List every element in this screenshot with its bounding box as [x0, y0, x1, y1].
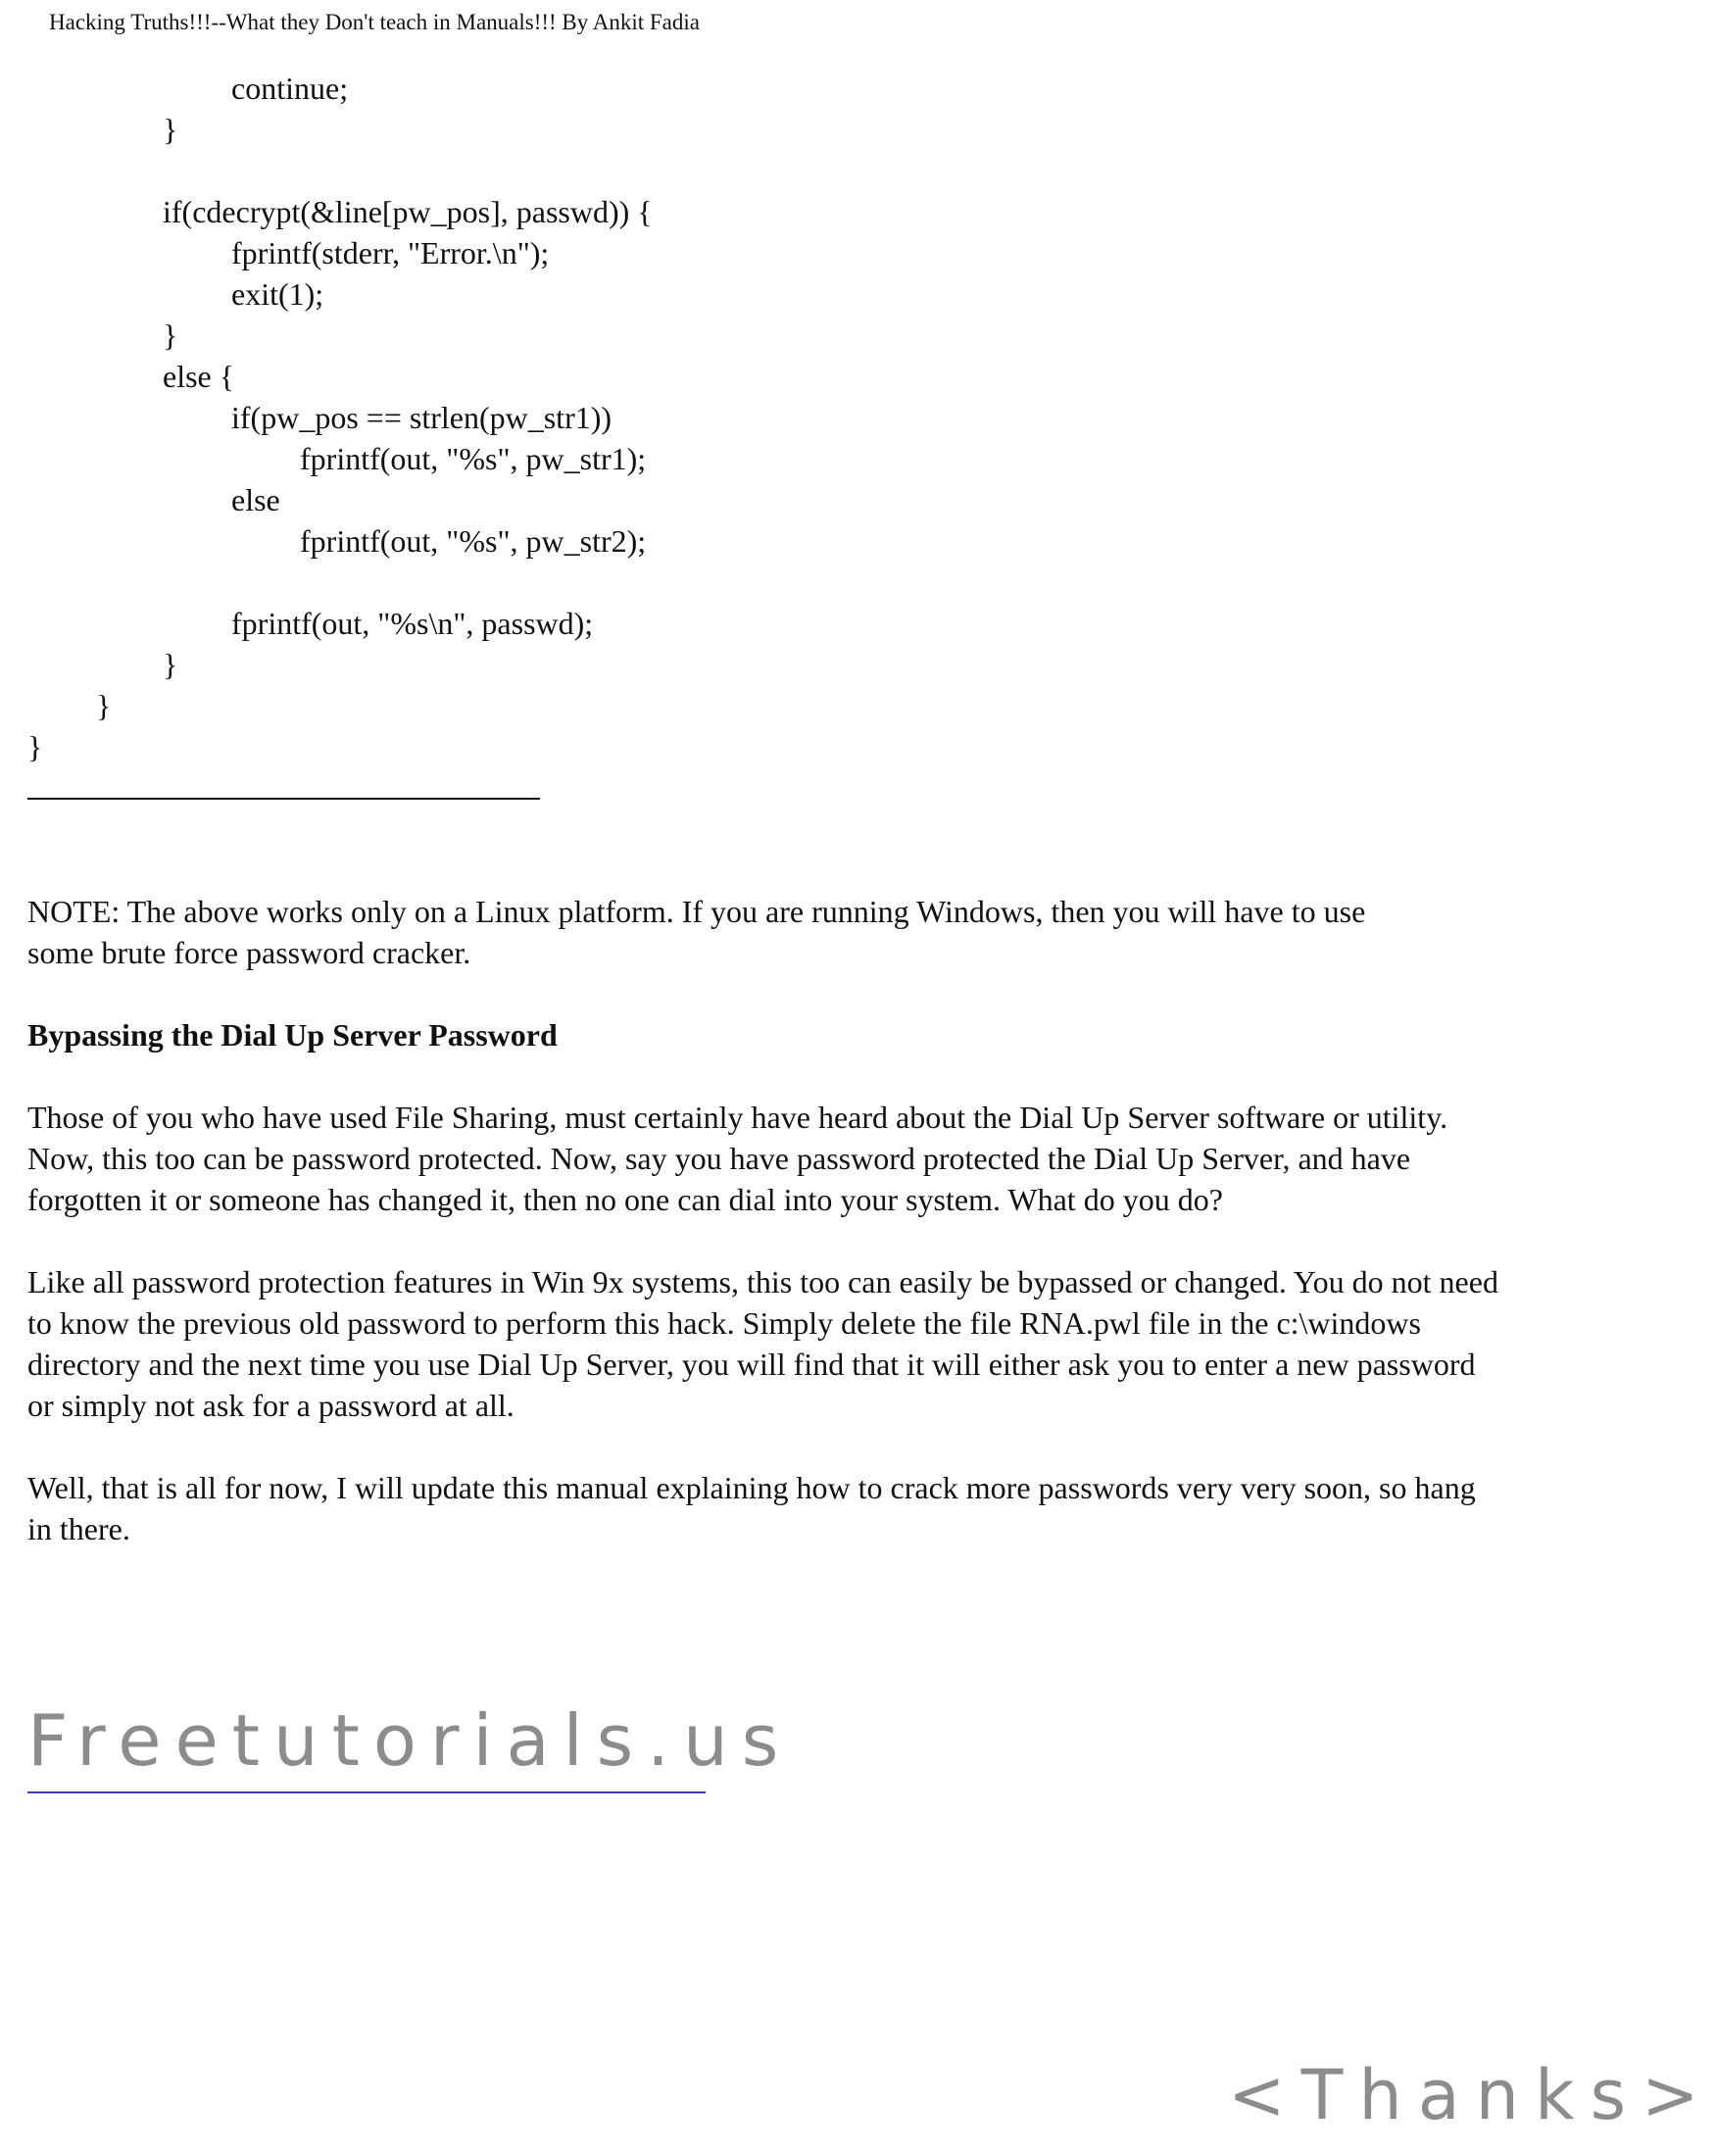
code-line: } — [163, 318, 178, 353]
page-header-title: Hacking Truths!!!--What they Don't teach in Manuals!!! By Ankit Fadia — [49, 10, 700, 34]
text-line: to know the previous old password to perform this hack. Simply delete the file RNA.pwl file in the c:\windows — [27, 1305, 1421, 1341]
code-line: if(pw_pos == strlen(pw_str1)) — [231, 400, 612, 435]
code-line: else — [231, 482, 280, 517]
text-line: in there. — [27, 1511, 130, 1546]
code-line: } — [96, 688, 112, 723]
text-line: some brute force password cracker. — [27, 935, 471, 970]
code-line: fprintf(out, "%s", pw_str1); — [300, 441, 647, 476]
text-line: forgotten it or someone has changed it, then no one can dial into your system. What do you do? — [27, 1182, 1223, 1217]
text-line: NOTE: The above works only on a Linux platform. If you are running Windows, then you will have to use — [27, 894, 1366, 929]
code-line: fprintf(out, "%s\n", passwd); — [231, 606, 594, 641]
code-line: else { — [163, 359, 235, 394]
text-line: Like all password protection features in Win 9x systems, this too can easily be bypassed or changed. You do not need — [27, 1264, 1498, 1299]
text-line: Those of you who have used File Sharing, must certainly have heard about the Dial Up Server software or utility. — [27, 1100, 1448, 1135]
text-line: directory and the next time you use Dial Up Server, you will find that it will either ask you to enter a new password — [27, 1347, 1476, 1382]
code-line: continue; — [231, 71, 349, 106]
code-line: exit(1); — [231, 276, 324, 312]
section-heading: Bypassing the Dial Up Server Password — [27, 1017, 558, 1053]
code-line: } — [27, 729, 43, 764]
paragraph-bypass — [27, 1261, 1644, 1426]
thanks-watermark: <Thanks> — [1228, 2055, 1715, 2135]
paragraph-file-sharing — [27, 1097, 1644, 1220]
horizontal-rule — [27, 798, 540, 800]
code-line: fprintf(out, "%s", pw_str2); — [300, 523, 647, 559]
text-line: Well, that is all for now, I will update this manual explaining how to crack more passwords very very soon, so hang — [27, 1470, 1476, 1505]
code-line: fprintf(stderr, "Error.\n"); — [231, 235, 550, 270]
link-underline — [27, 1791, 706, 1793]
code-line: } — [163, 112, 178, 147]
code-line: if(cdecrypt(&line[pw_pos], passwd)) { — [163, 194, 653, 229]
paragraph-closing — [27, 1467, 1644, 1549]
text-line: or simply not ask for a password at all. — [27, 1388, 514, 1423]
note-paragraph — [27, 891, 1644, 973]
text-line: Now, this too can be password protected. Now, say you have password protected the Dial Up Server, and have — [27, 1141, 1411, 1176]
code-line: } — [163, 647, 178, 682]
freetutorials-link[interactable]: Freetutorials.us — [27, 1699, 793, 1782]
